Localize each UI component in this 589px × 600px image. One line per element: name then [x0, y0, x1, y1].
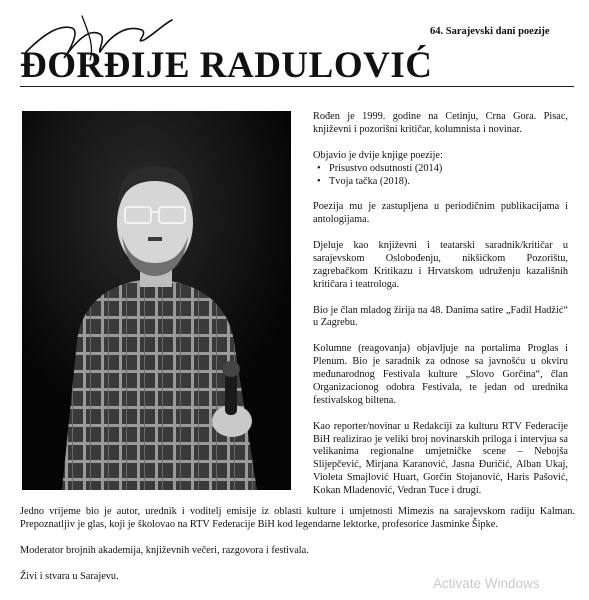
- portrait-photo-icon: [22, 111, 291, 490]
- books-intro: Objavio je dvije knjige poezije:: [313, 149, 443, 161]
- bio-column: [313, 111, 568, 511]
- festival-label: 64. Sarajevski dani poezije: [430, 26, 550, 37]
- title-divider: [20, 86, 574, 87]
- bio-paragraph-residence: Živi i stvara u Sarajevu.: [20, 571, 119, 582]
- bio-paragraph-publications: Poezija mu je zastupljena u periodičnim publikacijama i antologijama.: [313, 201, 568, 226]
- bio-paragraph-columns: Kolumne (reagovanja) objavljuje na portalima Proglas i Plenum. Bio je saradnik za odnose sa javnošću u okviru međunarodnog Festivala kulture „Slovo Gorčina“, član Organizacionog odobra Festivala, te jedan od urednika festivalskog biltena.: [313, 343, 568, 406]
- bio-paragraph-birth: Rođen je 1999. godine na Cetinju, Crna Gora. Pisac, književni i pozorišni kritičar, kolumnista i novinar.: [313, 111, 568, 135]
- bio-paragraph-jury: Bio je član mladog žirija na 48. Danima satire „Fadil Hadžić“ u Zagrebu.: [313, 304, 568, 329]
- list-item: • Tvoja tačka (2018).: [317, 176, 568, 189]
- page-title: ĐORĐIJE RADULOVIĆ: [20, 45, 433, 86]
- portrait-photo: [22, 111, 291, 490]
- bio-paragraph-critic: Djeluje kao književni i teatarski saradnik/kritičar u sarajevskom Oslobođenju, nikšićkom Pozorištu, zagrebačkom Kritikazu i Hrvatskom udruženju kazališnih kritičara i teatrologa.: [313, 240, 568, 290]
- bio-paragraph-reporter: Kao reporter/novinar u Redakciji za kulturu RTV Federacije BiH realizirao je veliki broj novinarskih priloga i intervjua sa velikanima regionalne umjetničke scene – Nebojša Slijepčević, Mirjana Karanović, Jasna Đuričić, Alban Ukaj, Violeta Smajlović Huart, Gorčin Stojanović, Haris Pašović, Kokan Mladenović, Vedran Tuce i drugi.: [313, 420, 568, 497]
- bio-paragraph-radio: Jedno vrijeme bio je autor, urednik i voditelj emisije iz oblasti kulture i umjetnosti Mimezis na sarajevskom radiju Kalman. Prepoznatljiv je glas, koji je školovao na RTV Federacije BiH kod legendarne lektorke, profesorice Jasminke Šipke.: [20, 506, 575, 530]
- activation-watermark: Activate Windows: [433, 576, 540, 591]
- books-list: [317, 163, 568, 189]
- list-item: • Prisustvo odsutnosti (2014): [317, 163, 568, 176]
- bio-paragraph-moderator: Moderator brojnih akademija, književnih večeri, razgovora i festivala.: [20, 545, 309, 556]
